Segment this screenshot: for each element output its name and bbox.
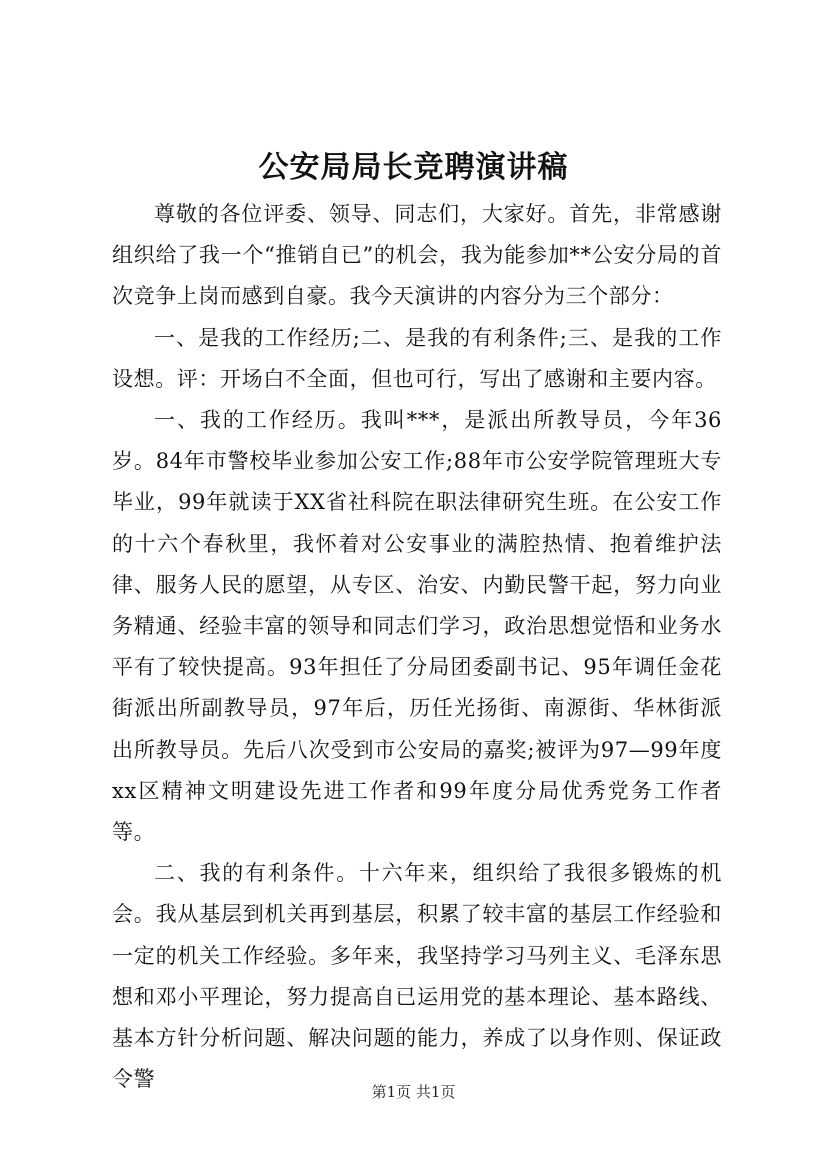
paragraph-work-experience: 一、我的工作经历。我叫***，是派出所教导员，今年36岁。84年市警校毕业参加公安工作;88年市公安学院管理班大专毕业，99年就读于XX省社科院在职法律研究生班。在公安工作的十六个春秋里，我怀着对公安事业的满腔热情、抱着维护法律、服务人民的愿望，从专区、治安、内勤民警干起，努力向业务精通、经验丰富的领导和同志们学习，政治思想觉悟和业务水平有了较快提高。93年担任了分局团委副书记、95年调任金花街派出所副教导员，97年后，历任光扬街、南源街、华林街派出所教导员。先后八次受到市公安局的嘉奖;被评为97—99年度xx区精神文明建设先进工作者和99年度分局优秀党务工作者等。 (112, 408, 722, 845)
document-title: 公安局局长竞聘演讲稿 (258, 150, 569, 185)
paragraph-outline: 一、是我的工作经历;二、是我的有利条件;三、是我的工作设想。评：开场白不全面，但也可行，写出了感谢和主要内容。 (112, 325, 722, 391)
paragraph-advantages: 二、我的有利条件。十六年来，组织给了我很多锻炼的机会。我从基层到机关再到基层，积累了较丰富的基层工作经验和一定的机关工作经验。多年来，我坚持学习马列主义、毛泽东思想和邓小平理论，努力提高自已运用党的基本理论、基本路线、基本方针分析问题、解决问题的能力，养成了以身作则、保证政令警 (112, 861, 722, 1092)
document-body (112, 194, 722, 1100)
paragraph-greeting: 尊敬的各位评委、领导、同志们，大家好。首先，非常感谢组织给了我一个“推销自已”的机会，我为能参加**公安分局的首次竞争上岗而感到自豪。我今天演讲的内容分为三个部分： (112, 202, 722, 309)
page-footer: 第1页 共1页 (371, 1083, 456, 1101)
